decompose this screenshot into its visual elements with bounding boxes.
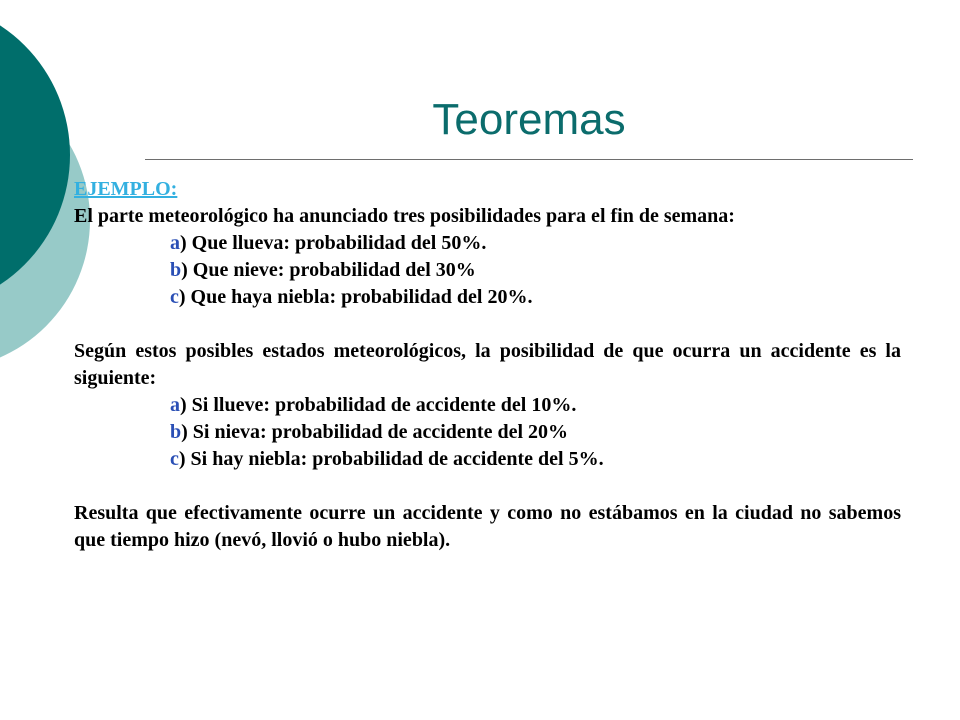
list-item-text: ) Que llueva: probabilidad del 50%. <box>180 232 487 254</box>
list-item-text: ) Que nieve: probabilidad del 30% <box>181 259 476 281</box>
weather-option-c <box>74 284 901 311</box>
spacer <box>74 311 901 338</box>
title-divider <box>145 159 913 160</box>
list-item-text: ) Si llueve: probabilidad de accidente del 10%. <box>180 394 577 416</box>
accident-option-a <box>74 392 901 419</box>
list-letter: a <box>170 394 180 416</box>
list-letter: c <box>170 448 179 470</box>
list-letter: a <box>170 232 180 254</box>
example-heading-link[interactable]: EJEMPLO: <box>74 178 178 200</box>
accident-intro-paragraph: Según estos posibles estados meteorológicos, la posibilidad de que ocurra un accidente es la siguiente: <box>74 340 901 389</box>
list-item-text: ) Si hay niebla: probabilidad de accidente del 5%. <box>178 448 604 470</box>
slide-content <box>74 176 901 554</box>
weather-option-b <box>74 257 901 284</box>
slide-title: Teoremas <box>432 95 626 144</box>
accident-option-c <box>74 446 901 473</box>
list-item-text: ) Si nieva: probabilidad de accidente del 20% <box>181 421 569 443</box>
intro-paragraph: El parte meteorológico ha anunciado tres posibilidades para el fin de semana: <box>74 205 735 227</box>
list-letter: b <box>170 259 182 281</box>
weather-option-a <box>74 230 901 257</box>
list-letter: c <box>170 286 179 308</box>
list-item-text: ) Que haya niebla: probabilidad del 20%. <box>178 286 533 308</box>
conclusion-paragraph: Resulta que efectivamente ocurre un accidente y como no estábamos en la ciudad no sabemos que tiempo hizo (nevó, llovió o hubo niebla). <box>74 502 901 551</box>
list-letter: b <box>170 421 182 443</box>
spacer <box>74 473 901 500</box>
accident-option-b <box>74 419 901 446</box>
